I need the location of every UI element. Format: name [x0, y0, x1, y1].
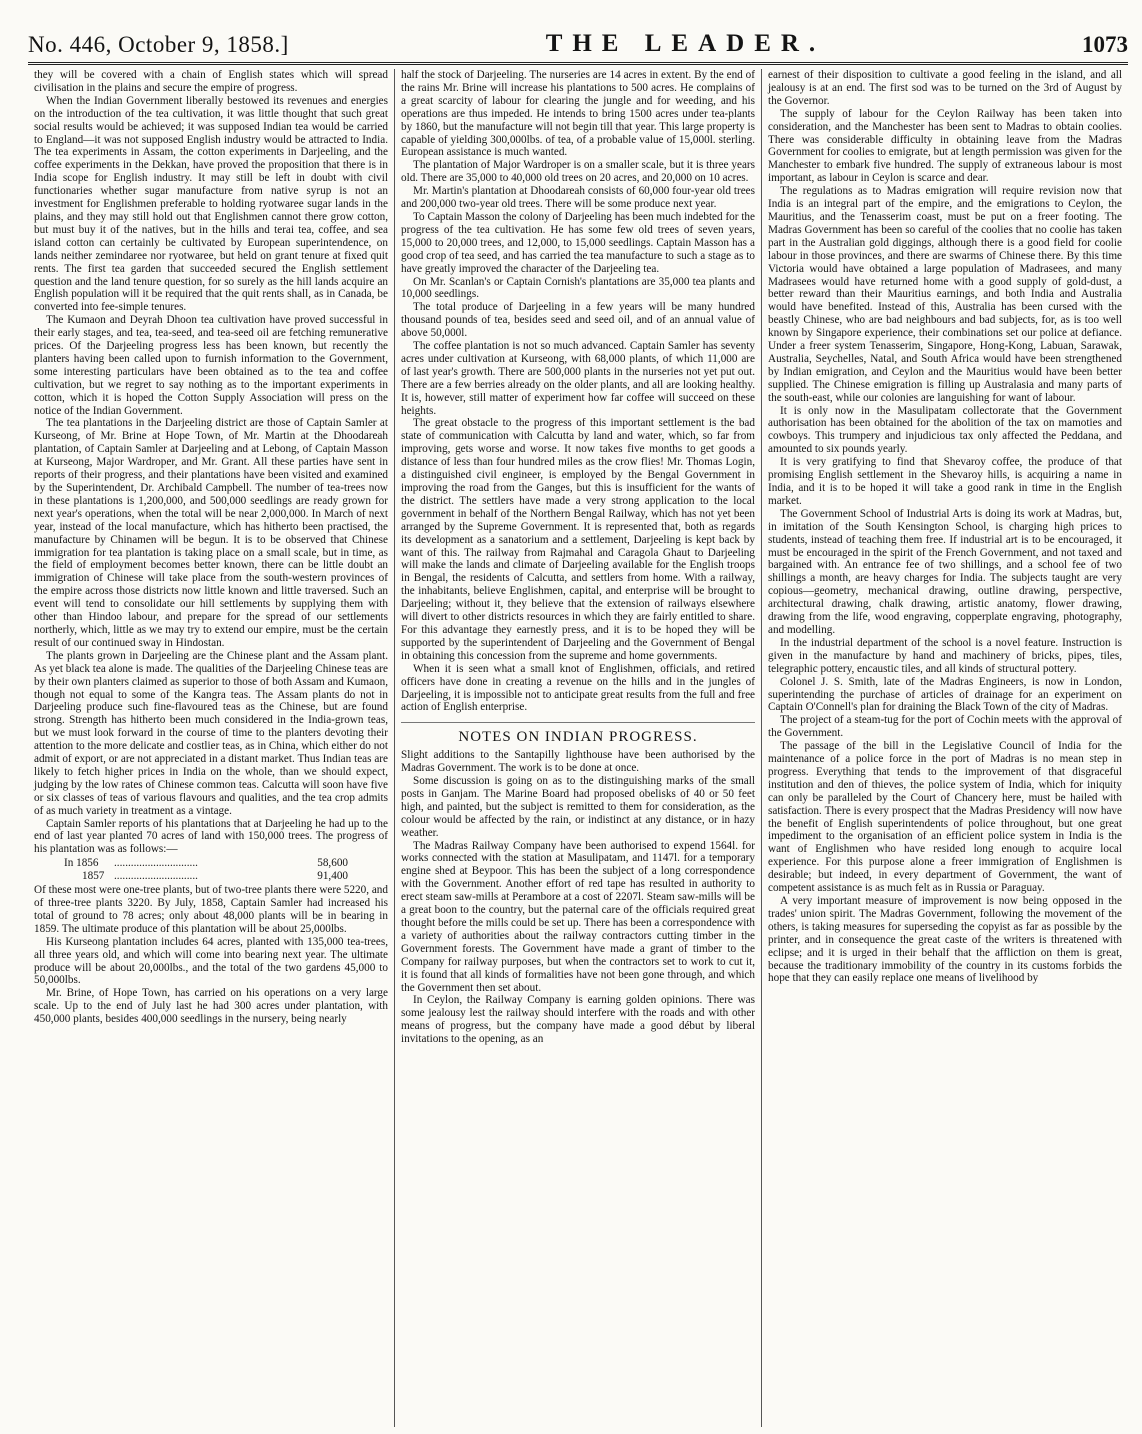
table-year: 1857 — [82, 870, 105, 883]
table-leader-dots: .............................. — [114, 870, 198, 883]
column-3 — [761, 69, 1128, 1427]
paragraph: The passage of the bill in the Legislative Council of India for the maintenance of a police force in the port of Madras is no mean step in progress. Everything that tends to the improvement of that disgraceful institution and den of thieves, the police system of India, which for iniquity can only be paralleled by the Court of Chancery here, must be hailed with satisfaction. There is every prospect that the Madras Presidency will now have the benefit of English superintendents of police throughout, but one great impediment to the organisation of an efficient police system in India is the want of Englishmen who have resided long enough to acquire local experience. For this purpose alone a freer immigration of Englishmen is desirable; but indeed, in every department of Government, the want of competent assistance is as much felt as in Russia or Paraguay. — [768, 740, 1122, 895]
paragraph: The regulations as to Madras emigration will require revision now that India is an integral part of the empire, and the emigrations to Ceylon, the Mauritius, and the Tenasserim coast, must be put on a freer footing. The Madras Government has been so careful of the coolies that no coolie has taken part in the Australian gold diggings, although there is a good field for coolie labour in those provinces, and there are swarms of Chinese there. By this time Victoria would have obtained a large population of Madrasees, and many Madrasees would have returned home with a good supply of gold-dust, a better reward than their Mauritius earnings, and both India and Australia would have benefited. Instead of this, Australia has been cursed with the beastly Chinese, who are bad neighbours and bad subjects, for, as is too well known by Singapore experience, their combinations set our police at defiance. Under a freer system Tenasserim, Singapore, Hong-Kong, Labuan, Sarawak, Australia, Seychelles, Natal, and South Africa would have been strengthened by Indian emigration, and Ceylon and the Mauritius would have been better supplied. The Chinese emigration is filling up Australasia and many parts of the south-east, while our colonies are languishing for want of labour. — [768, 185, 1122, 404]
paragraph: The supply of labour for the Ceylon Railway has been taken into consideration, and the Manchester has been sent to Madras to obtain coolies. There was considerable difficulty in obtaining leave from the Madras Government for coolies to emigrate, but at length permission was given for the Manchester to embark five hundred. The supply of extraneous labour is most important, as labour in Ceylon is scarce and dear. — [768, 107, 1122, 185]
paragraph: Captain Samler reports of his plantations that at Darjeeling he had up to the end of last year planted 70 acres of land with 150,000 trees. The progress of his plantation was as follows:— — [34, 817, 388, 856]
paragraph: A very important measure of improvement is now being opposed in the trades' union spirit. The Madras Government, following the movement of the others, is taking measures for superseding the copyist as far as possible by the printer, and in consequence the great caste of the writers is threatened with eclipse; and it is urged in their behalf that the affliction on them is great, because the traditionary immobility of the country in its customs forbids the hope that they can easily replace one means of livelihood by — [768, 895, 1122, 985]
paragraph: When the Indian Government liberally bestowed its revenues and energies on the introduction of the tea cultivation, it was little thought that such great social results would be achieved; it was supposed Indian tea would be carried to England—it was not supposed English industry would be attracted to India. The tea experiments in Assam, the cotton experiments in Darjeeling, and the coffee experiments in the Dekkan, have proved the proposition that there is in India scope for English industry. It may still be left in doubt with civil functionaries whether sugar manufacture from native syrup is not an investment for Englishmen preferable to holding ryotwaree sugar lands in the plains, and they may still hold out that Englishmen cannot there grow cotton, but must buy it of the natives, but in the hills and terai tea, coffee, and sea island cotton can certainly be cultivated by European superintendence, on lands neither zemindaree nor ryotwaree, but held on grant tenure at fixed quit rents. The first tea garden that succeeded secured the English settlement question and the land tenure question, for so surely as the hill lands acquire an English population will it be required that the quit rents shall, as in Canada, be converted into fee-simple tenures. — [34, 94, 388, 314]
paragraph: To Captain Masson the colony of Darjeeling has been much indebted for the progress of the tea cultivation. He has some few old trees of seven years, 15,000 to 20,000 trees, and 12,000, to 15,000 seedlings. Captain Masson has a good crop of tea seed, and has carried the tea manufacture to such a stage as to have greatly improved the character of the Darjeeling tea. — [401, 210, 755, 275]
paragraph: earnest of their disposition to cultivate a good feeling in the island, and all jealousy is at an end. The first sod was to be turned on the 3rd of August by the Governor. — [768, 69, 1122, 107]
table-value: 58,600 — [317, 857, 348, 870]
paragraph: half the stock of Darjeeling. The nurseries are 14 acres in extent. By the end of the rains Mr. Brine will increase his plantations to 500 acres. He complains of a great scarcity of labour for clearing the jungle and for weeding, and his operations are thus impeded. He intends to bring 1500 acres under tea-plants by 1860, but the manufacture will not begin till that year. This large property is capable of yielding 300,000lbs. of tea, of a probable value of 15,000l. sterling. European assistance is much wanted. — [401, 69, 755, 159]
paragraph: The project of a steam-tug for the port of Cochin meets with the approval of the Government. — [768, 714, 1122, 740]
table-value: 91,400 — [317, 870, 348, 883]
paragraph: The plants grown in Darjeeling are the Chinese plant and the Assam plant. As yet black tea alone is made. The qualities of the Darjeeling Chinese teas are by their own planters claimed as superior to those of both Assam and Kumaon, though not equal to some of the Kangra teas. The Assam plants do not in Darjeeling produce such fine-flavoured teas as the Chinese, but are found strong. Strength has hitherto been much considered in the India-grown teas, but we must look forward in the course of time to the planters devoting their attention to the more delicate and costlier teas, as in China, which either do not admit of export, or are not appreciated in a distant market. Thus Indian teas are likely to fetch higher prices in India on the whole, than we should expect, judging by the low rates of Chinese common teas. Calcutta will soon have five or six classes of teas of various flavours and qualities, and the tea crop admits of as much variety in treatment as a vintage. — [34, 649, 388, 817]
paragraph: they will be covered with a chain of English states which will spread civilisation in the plains and secure the empire of progress. — [34, 69, 388, 94]
newspaper-title: THE LEADER. — [545, 30, 826, 57]
paragraph: Of these most were one-tree plants, but of two-tree plants there were 5220, and of three-tree plants 3220. By July, 1858, Captain Samler had increased his total of ground to 78 acres; only about 48,000 plants will be in bearing in 1859. The ultimate produce of this plantation will be about 25,000lbs. — [34, 884, 388, 935]
paragraph: In the industrial department of the school is a novel feature. Instruction is given in the manufacture by hand and machinery of bricks, pipes, tiles, telegraphic pottery, encaustic tiles, and all kinds of structural pottery. — [768, 636, 1122, 675]
paragraph: The Kumaon and Deyrah Dhoon tea cultivation have proved successful in their early stages, and tea, tea-seed, and tea-seed oil are fetching remunerative prices. Of the Darjeeling progress less has been known, but recently the planters having been called upon to furnish information to the Government, some interesting particulars have been obtained as to the tea and coffee cultivation, but we regret to say nothing as to the important experiments in cotton, which it is hoped the Cotton Supply Association will press on the notice of the Indian Government. — [34, 314, 388, 417]
article-columns — [28, 69, 1128, 1427]
paragraph: The total produce of Darjeeling in a few years will be many hundred thousand pounds of tea, besides seed and seed oil, and of an annual value of above 50,000l. — [401, 301, 755, 340]
paragraph: Some discussion is going on as to the distinguishing marks of the small posts in Ganjam. The Marine Board had proposed obelisks of 40 or 50 feet high, and painted, but the subject is remitted to them for consideration, as the colour would be affected by the rain, or indistinct at any distance, or in hazy weather. — [401, 775, 755, 839]
table-row — [34, 870, 388, 883]
paragraph: The tea plantations in the Darjeeling district are those of Captain Samler at Kurseong, of Mr. Brine at Hope Town, of Mr. Martin at the Dhoodareah plantation, of Captain Samler at Darjeeling and at Lebong, of Captain Masson at Kurseong, Major Wardroper, and Mr. Grant. All these parties have sent in reports of their progress, and their plantations have been visited and examined by the Superintendent, Dr. Archibald Campbell. The number of tea-trees now in these plantations is 1,200,000, and 500,000 seedlings are ready grown for next year's operations, when the total will be near 2,000,000. In March of next year, instead of the local manufacture, which has hitherto been practised, the manufacture by Chinamen will be begun. It is to be observed that Chinese immigration for tea plantation is taking place on a small scale, but in time, as the field of employment becomes better known, there can be little doubt an immigration of Chinese will take place from the south-western provinces of the empire across those districts now little known and little traversed. Such an event will tend to consolidate our hill settlements by supplying them with other than Hindoo labour, and prepare for the spread of our settlements northerly, which, little as we may try to extend our empire, must be the certain result of our continued sway in Hindostan. — [34, 417, 388, 649]
table-leader-dots: .............................. — [114, 857, 198, 870]
paragraph: Colonel J. S. Smith, late of the Madras Engineers, is now in London, superintending the purchase of articles of drainage for an experiment on Captain O'Connell's plan for draining the Black Town of the city of Madras. — [768, 675, 1122, 714]
paragraph: The Government School of Industrial Arts is doing its work at Madras, but, in imitation of the South Kensington School, is charging high prices to students, instead of teaching them free. If industrial art is to be encouraged, it must be encouraged in the spirit of the French Government, and not taxed and bargained with. An entrance fee of two shillings, and a school fee of two shillings a month, are heavy charges for India. The subjects taught are very copious—geometry, mechanical drawing, outline drawing, perspective, architectural drawing, chalk drawing, artistic anatomy, flower drawing, drawing from the life, wood engraving, copperplate engraving, photography, and modelling. — [768, 507, 1122, 636]
paragraph: Slight additions to the Santapilly lighthouse have been authorised by the Madras Government. The work is to be done at once. — [401, 749, 755, 775]
paragraph: On Mr. Scanlan's or Captain Cornish's plantations are 35,000 tea plants and 10,000 seedlings. — [401, 275, 755, 301]
table-year: In 1856 — [64, 857, 99, 870]
paragraph: In Ceylon, the Railway Company is earning golden opinions. There was some jealousy lest the railway should interfere with the roads and with other means of progress, but the company have made a good début by liberal invitations to the opening, as an — [401, 994, 755, 1046]
paragraph: The Madras Railway Company have been authorised to expend 1564l. for works connected with the station at Masulipatam, and 1147l. for a temporary engine shed at Beypoor. This has been the subject of a long correspondence with the Government. Another effort of red tape has resulted in authority to erect steam saw-mills at Perambore at a cost of 2207l. Steam saw-mills will be a great boon to the country, but the paternal care of the officials required great thought before the mills could be set up. There has been a correspondence with a variety of authorities about the railway contractors cutting timber in the Government forests. The Government have made a grant of timber to the Company for railway purposes, but when the contractors set to work to cut it, it is found that all kinds of formalities have not been gone through, and which the Government then set about. — [401, 839, 755, 994]
paragraph: The coffee plantation is not so much advanced. Captain Samler has seventy acres under cultivation at Kurseong, with 68,000 plants, of which 11,000 are of last year's growth. There are 500,000 plants in the nurseries not yet put out. There are a few berries already on the older plants, and all are looking healthy. It is, however, still matter of experiment how far coffee will succeed on these heights. — [401, 340, 755, 417]
paragraph: It is only now in the Masulipatam collectorate that the Government authorisation has been obtained for the abolition of the tax on mamoties and cowboys. This trumpery and injudicious tax only affected the Peddana, and amounted to six pounds yearly. — [768, 404, 1122, 456]
column-1 — [28, 69, 394, 1427]
section-heading: NOTES ON INDIAN PROGRESS. — [401, 722, 755, 744]
paragraph: Mr. Brine, of Hope Town, has carried on his operations on a very large scale. Up to the end of July last he had 300 acres under plantation, with 450,000 plants, besides 400,000 seedlings in the nursery, being nearly — [34, 987, 388, 1026]
paragraph: When it is seen what a small knot of Englishmen, officials, and retired officers have done in creating a revenue on the hills and in the jungles of Darjeeling, it is impossible not to anticipate great results from the full and free action of English enterprise. — [401, 662, 755, 714]
paragraph: The great obstacle to the progress of this important settlement is the bad state of communication with Calcutta by land and water, which, so far from improving, gets worse and worse. It now takes five months to get goods a distance of less than four hundred miles as the crow flies! Mr. Thomas Login, a distinguished civil engineer, is employed by the Bengal Government in improving the road from the Ganges, but this is insufficient for the wants of the district. The settlers have made a very strong application to the local government in behalf of the Northern Bengal Railway, which has not yet been arranged by the Supreme Government. It is represented that, both as regards its development as a sanatorium and a settlement, Darjeeling is kept back by want of this. The railway from Rajmahal and Caragola Ghaut to Darjeeling will make the lands and climate of Darjeeling available for the English troops in Bengal, the residents of Calcutta, and settlers from home. With a railway, the inhabitants, believe Englishmen, capital, and enterprise will be brought to Darjeeling; without it, they believe that the extension of railways elsewhere will divert to other districts resources in which they are fairly entitled to share. For this advantage they earnestly press, and it is to be hoped they will be supported by the superintendent of Darjeeling and the Government of Bengal in obtaining this concession from the supreme and home governments. — [401, 417, 755, 662]
paragraph: Mr. Martin's plantation at Dhoodareah consists of 60,000 four-year old trees and 200,000 two-year old trees. There will be some produce next year. — [401, 185, 755, 211]
column-2 — [394, 69, 761, 1427]
paragraph: The plantation of Major Wardroper is on a smaller scale, but it is three years old. There are 35,000 to 40,000 old trees on 20 acres, and 20,000 on 10 acres. — [401, 159, 755, 185]
masthead — [28, 0, 1128, 65]
page-number: 1073 — [1082, 32, 1128, 57]
table-row — [34, 857, 388, 870]
issue-date: No. 446, October 9, 1858.] — [28, 32, 289, 57]
paragraph: It is very gratifying to find that Shevaroy coffee, the produce of that promising English settlement in the Shevaroy hills, is acquiring a name in India, and it is to be hoped it will take a good rank in time in the English market. — [768, 456, 1122, 507]
plantation-table — [34, 857, 388, 883]
paragraph: His Kurseong plantation includes 64 acres, planted with 135,000 tea-trees, all three years old, and which will come into bearing next year. The ultimate produce will be about 20,000lbs., and the total of the two gardens 45,000 to 50,000lbs. — [34, 935, 388, 987]
